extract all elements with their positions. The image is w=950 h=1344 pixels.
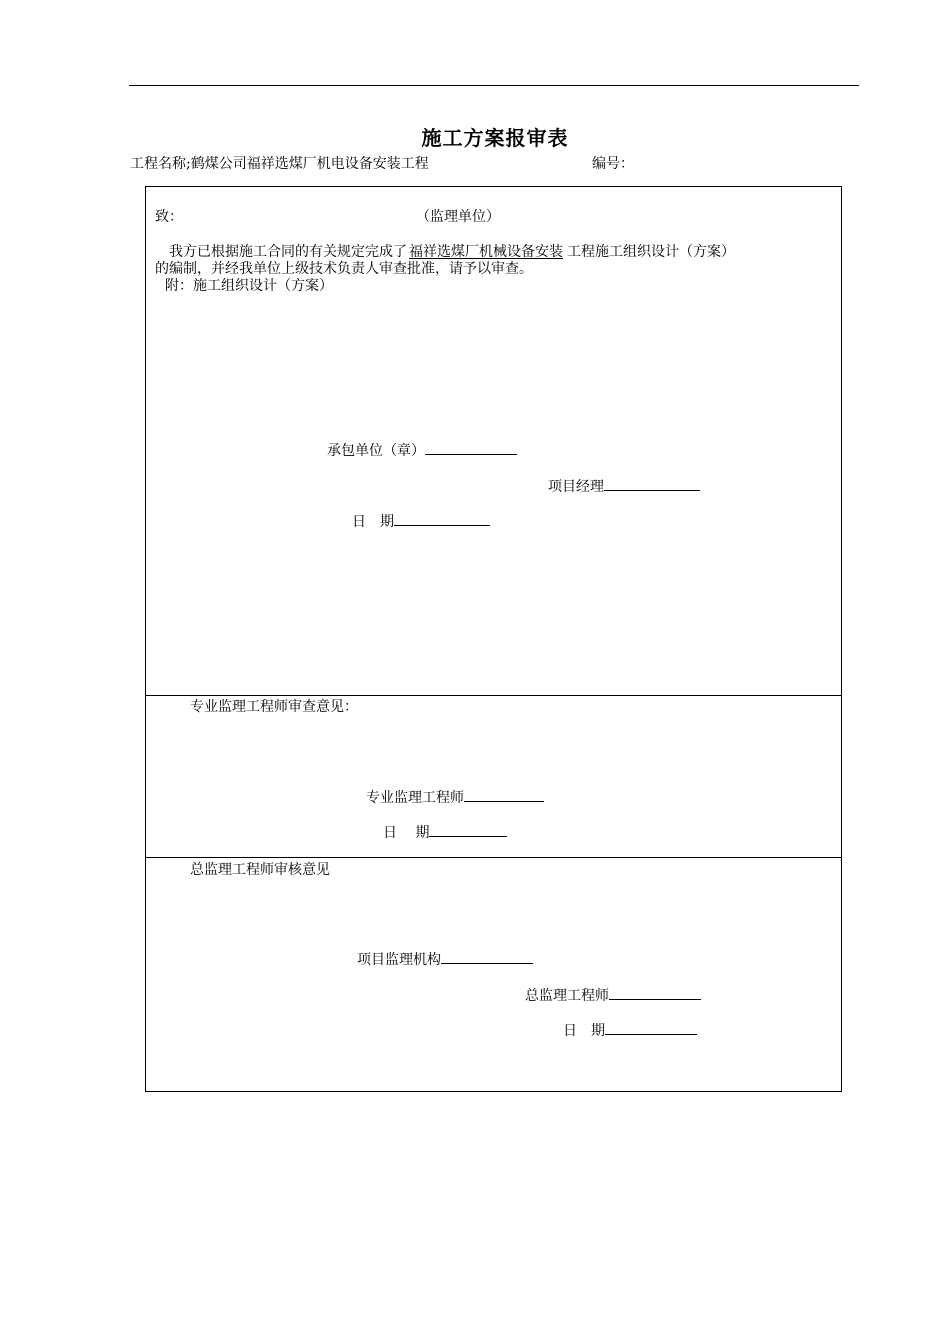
contractor-label: 承包单位（章） xyxy=(327,443,425,459)
date-label: 日 期 xyxy=(563,1023,605,1039)
date-field xyxy=(383,822,507,842)
chief-label: 总监理工程师 xyxy=(525,988,609,1004)
chief-signature xyxy=(525,985,701,1005)
header-rule xyxy=(129,85,859,86)
date-label: 日 期 xyxy=(352,514,394,530)
date-field xyxy=(352,511,490,531)
engineer-signature-line xyxy=(464,787,544,802)
engineer-label: 专业监理工程师 xyxy=(366,790,464,806)
number-field xyxy=(592,153,634,173)
org-signature-line xyxy=(441,949,533,964)
contractor-signature-line xyxy=(425,440,517,455)
date-line xyxy=(429,822,507,837)
project-name: 鹤煤公司福祥选煤厂机电设备安装工程 xyxy=(190,156,429,172)
date-field xyxy=(563,1020,697,1040)
chief-review-heading: 总监理工程师审核意见 xyxy=(190,862,330,878)
page-title: 施工方案报审表 xyxy=(421,126,569,150)
project-name-line xyxy=(130,153,429,173)
pm-label: 项目经理 xyxy=(548,479,604,495)
number-label: 编号： xyxy=(592,156,634,172)
project-label: 工程名称; xyxy=(130,156,191,172)
to-label: 致： xyxy=(155,209,183,225)
attachment-label: 附：施工组织设计（方案） xyxy=(165,278,333,294)
body-line-2: 的编制，并经我单位上级技术负责人审查批准，请予以审查。 xyxy=(155,261,533,277)
org-signature xyxy=(357,949,533,969)
date-line xyxy=(605,1020,697,1035)
pm-signature-line xyxy=(604,476,700,491)
date-line xyxy=(394,511,490,526)
section-divider xyxy=(145,857,842,858)
body-line-1-suffix: 工程施工组织设计（方案） xyxy=(567,244,735,260)
date-label: 日 期 xyxy=(383,825,430,841)
engineer-signature xyxy=(366,787,544,807)
supervisor-unit-label: （监理单位） xyxy=(416,209,500,225)
pm-signature xyxy=(548,476,700,496)
engineer-review-heading: 专业监理工程师审查意见： xyxy=(190,699,358,715)
contractor-signature xyxy=(327,440,517,460)
body-line-1-prefix: 我方已根据施工合同的有关规定完成了 xyxy=(169,244,407,260)
org-label: 项目监理机构 xyxy=(357,952,441,968)
project-scope-underlined: 福祥选煤厂机械设备安装 xyxy=(409,244,563,260)
chief-signature-line xyxy=(609,985,701,1000)
